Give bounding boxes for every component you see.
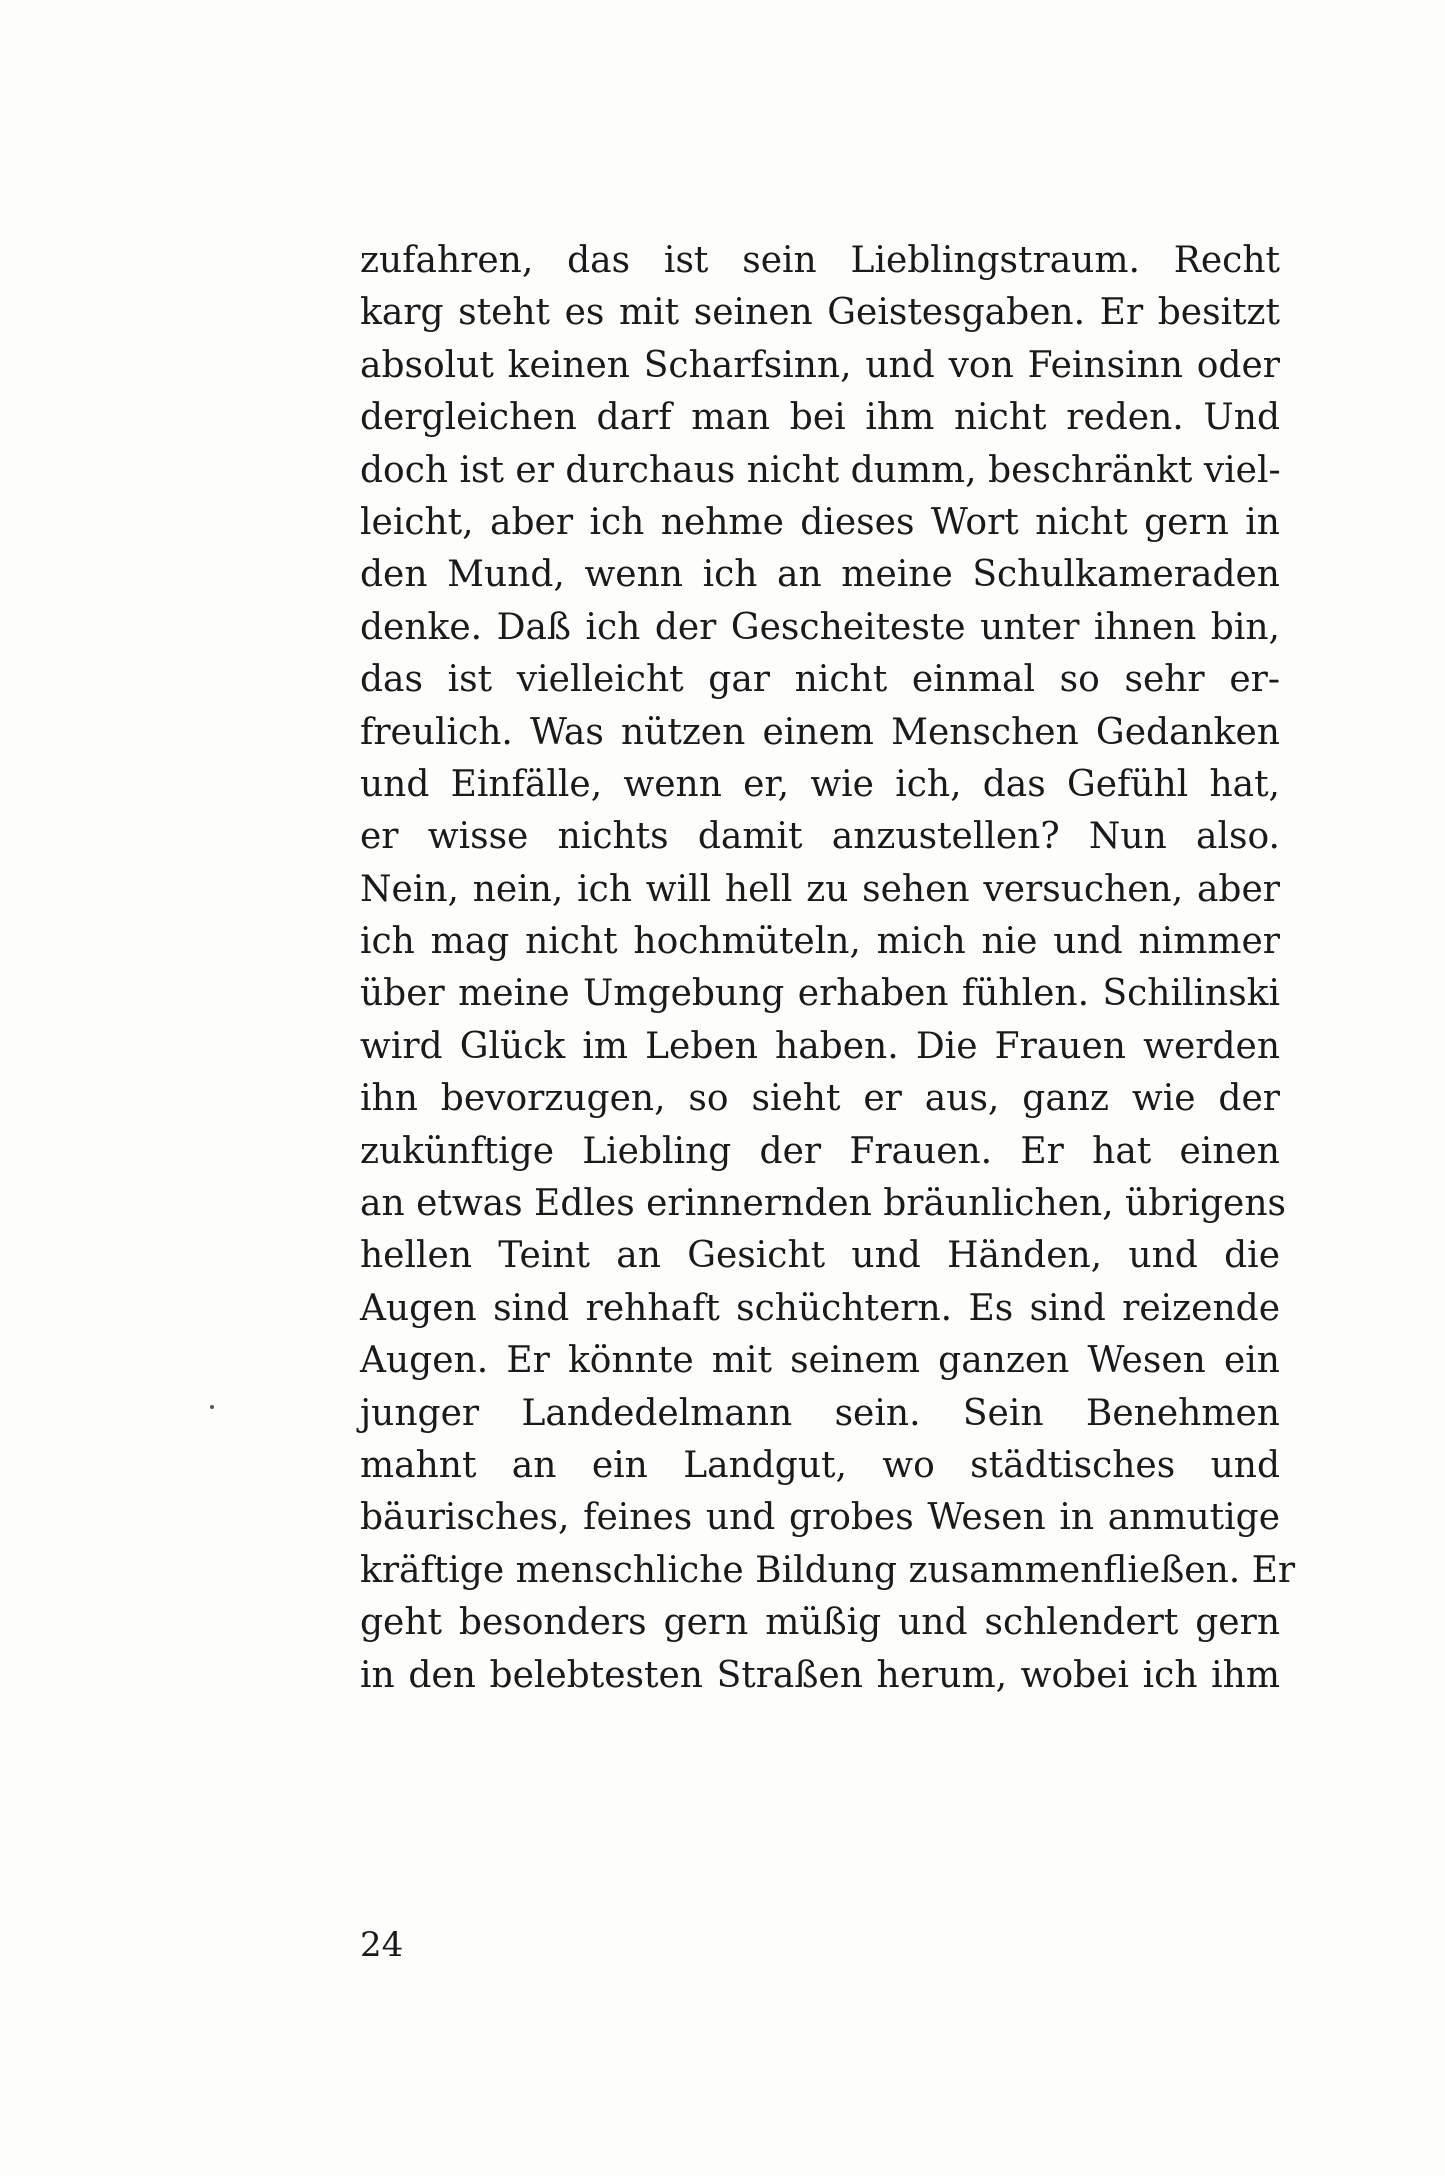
text-line: zukünftige Liebling der Frauen. Er hat einen [360,1130,1280,1172]
print-speck [210,1405,214,1409]
text-line: in den belebtesten Straßen herum, wobei ich ihm [360,1654,1280,1696]
text-line: das ist vielleicht gar nicht einmal so sehr er- [360,659,1280,701]
text-line: Nein, nein, ich will hell zu sehen versuchen, aber [360,868,1280,910]
text-line: kräftige menschliche Bildung zusammenfließen. Er [360,1549,1296,1591]
text-line: absolut keinen Scharfsinn, und von Feinsinn oder [360,344,1280,386]
text-line: dergleichen darf man bei ihm nicht reden. Und [360,397,1280,439]
text-line: und Einfälle, wenn er, wie ich, das Gefühl hat, [360,763,1280,805]
text-line: doch ist er durchaus nicht dumm, beschränkt viel- [360,449,1281,491]
text-line: denke. Daß ich der Gescheiteste unter ihnen bin, [360,606,1280,648]
text-line: wird Glück im Leben haben. Die Frauen werden [360,1025,1280,1067]
text-line: ich mag nicht hochmüteln, mich nie und nimmer [360,921,1280,963]
text-line: leicht, aber ich nehme dieses Wort nicht gern in [360,501,1280,543]
text-line: karg steht es mit seinen Geistesgaben. Er besitzt [360,292,1280,334]
text-line: mahnt an ein Landgut, wo städtisches und [360,1444,1280,1486]
text-line: Augen sind rehhaft schüchtern. Es sind reizende [360,1287,1280,1329]
text-line: zufahren, das ist sein Lieblingstraum. Recht [360,240,1280,281]
text-line: über meine Umgebung erhaben fühlen. Schilinski [360,973,1280,1015]
text-line: freulich. Was nützen einem Menschen Gedanken [360,711,1280,753]
text-line: geht besonders gern müßig und schlendert gern [360,1602,1280,1644]
text-line: junger Landedelmann sein. Sein Benehmen [360,1392,1280,1434]
text-line: ihn bevorzugen, so sieht er aus, ganz wie der [360,1078,1280,1120]
page-number: 24 [360,1925,404,1965]
text-line: bäurisches, feines und grobes Wesen in anmutige [360,1497,1280,1539]
text-line: an etwas Edles erinnernden bräunlichen, übrigens [360,1183,1286,1225]
text-line: Augen. Er könnte mit seinem ganzen Wesen ein [360,1340,1280,1382]
text-line: den Mund, wenn ich an meine Schulkameraden [360,554,1280,596]
body-text [360,235,1296,1702]
text-line: er wisse nichts damit anzustellen? Nun also. [360,816,1280,858]
text-line: hellen Teint an Gesicht und Händen, und die [360,1235,1280,1277]
